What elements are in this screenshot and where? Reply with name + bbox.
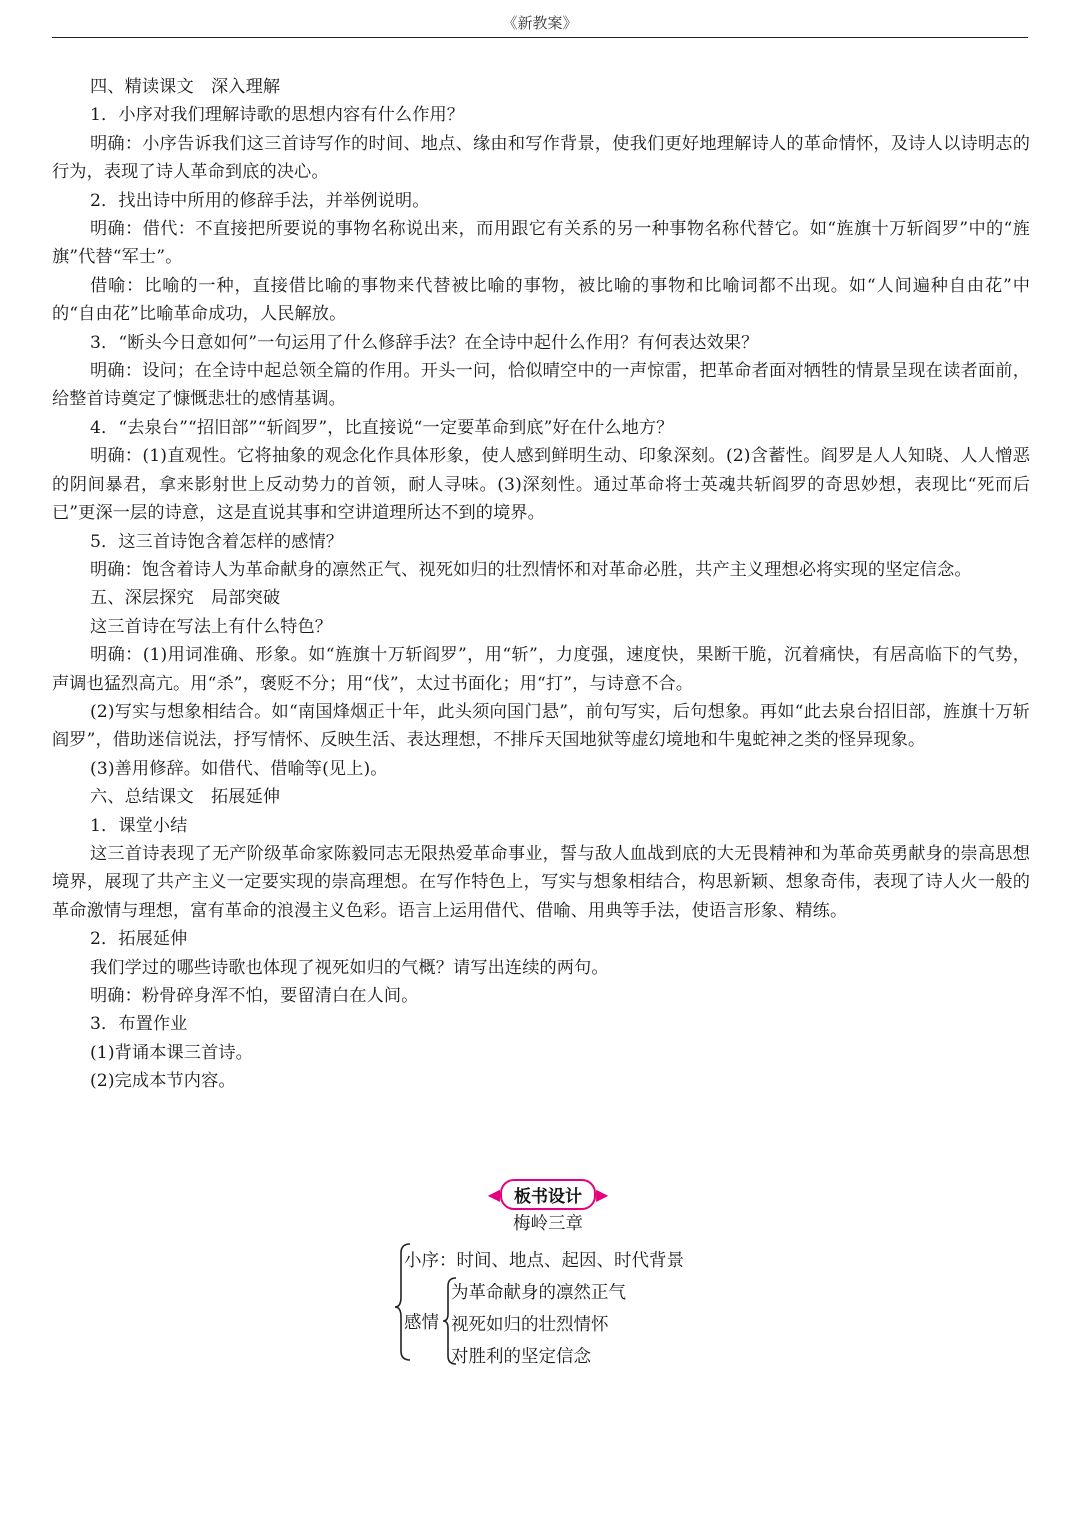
board-design-label: 板书设计 — [500, 1179, 596, 1210]
banner-left-arrow-icon: ◀ — [487, 1184, 500, 1204]
section-5-answer-3: (3)善用修辞。如借代、借喻等(见上)。 — [90, 758, 388, 779]
extension-subheading: 2．拓展延伸 — [90, 929, 188, 950]
board-title: 梅岭三章 — [513, 1214, 583, 1234]
question-3: 3．“断头今日意如何”一句运用了什么修辞手法？在全诗中起什么作用？有何表达效果？ — [90, 332, 759, 353]
question-1: 1．小序对我们理解诗歌的思想内容有什么作用？ — [90, 105, 465, 126]
board-preface: 小序：时间、地点、起因、时代背景 — [404, 1251, 684, 1271]
board-emotion-item-3: 对胜利的坚定信念 — [451, 1347, 591, 1367]
section-5-question: 这三首诗在写法上有什么特色？ — [90, 616, 333, 637]
summary-subheading: 1．课堂小结 — [90, 815, 188, 836]
answer-4: 明确：(1)直观性。它将抽象的观念化作具体形象，使人感到鲜明生动、印象深刻。(2)含蓄性。阎罗是人人知晓、人人憎恶的阴间暴君，拿来影射世上反动势力的首领，耐人寻味。(3)深刻性。通过革命将士英魂共斩阎罗的奇思妙想，表现比“死而后已”更深一层的诗意，这是直说其事和空讲道理所达不到的境界。 — [52, 446, 1030, 524]
banner-right-arrow-icon: ▶ — [596, 1184, 609, 1204]
question-5: 5．这三首诗饱含着怎样的感情？ — [90, 531, 344, 552]
section-5-answer-2: (2)写实与想象相结合。如“南国烽烟正十年，此头须向国门悬”，前句写实，后句想象。再如“此去泉台招旧部，旌旗十万斩阎罗”，借助迷信说法，抒写情怀、反映生活、表达理想，不排斥天国地狱等虚幻境地和牛鬼蛇神之类的怪异现象。 — [52, 701, 1030, 751]
answer-3: 明确：设问；在全诗中起总领全篇的作用。开头一问，恰似晴空中的一声惊雷，把革命者面对牺牲的情景呈现在读者面前，给整首诗奠定了慷慨悲壮的感情基调。 — [52, 361, 1030, 410]
extension-answer: 明确：粉骨碎身浑不怕，要留清白在人间。 — [90, 986, 419, 1006]
question-4: 4．“去泉台”“招旧部”“斩阎罗”，比直接说“一定要革命到底”好在什么地方？ — [90, 417, 674, 438]
section-5-heading: 五、深层探究 局部突破 — [90, 588, 281, 609]
section-5-answer-1: 明确：(1)用词准确、形象。如“旌旗十万斩阎罗”，用“斩”，力度强，速度快，果断干脆，沉着痛快，有居高临下的气势，声调也猛烈高亢。用“杀”，褒贬不分；用“伐”，太过书面化；用“打”，与诗意不合。 — [52, 645, 1030, 694]
homework-item-2: (2)完成本节内容。 — [90, 1071, 236, 1092]
homework-item-1: (1)背诵本课三首诗。 — [90, 1042, 253, 1063]
board-emotion-label: 感情 — [404, 1313, 439, 1333]
section-4-heading: 四、精读课文 深入理解 — [90, 77, 281, 97]
page-header: 《新教案》 — [502, 14, 578, 32]
answer-1: 明确：小序告诉我们这三首诗写作的时间、地点、缘由和写作背景，使我们更好地理解诗人的革命情怀，及诗人以诗明志的行为，表现了诗人革命到底的决心。 — [52, 133, 1030, 183]
extension-question: 我们学过的哪些诗歌也体现了视死如归的气概？请写出连续的两句。 — [90, 957, 609, 978]
board-emotion-item-1: 为革命献身的凛然正气 — [451, 1283, 626, 1303]
section-6-heading: 六、总结课文 拓展延伸 — [90, 787, 281, 808]
answer-5: 明确：饱含着诗人为革命献身的凛然正气、视死如归的壮烈情怀和对革命必胜，共产主义理想必将实现的坚定信念。 — [90, 559, 972, 580]
question-2: 2．找出诗中所用的修辞手法，并举例说明。 — [90, 190, 430, 211]
board-emotion-item-2: 视死如归的壮烈情怀 — [451, 1315, 609, 1335]
answer-2-metonymy: 明确：借代：不直接把所要说的事物名称说出来，而用跟它有关系的另一种事物名称代替它。如“旌旗十万斩阎罗”中的“旌旗”代替“军士”。 — [52, 219, 1030, 268]
homework-subheading: 3．布置作业 — [90, 1014, 188, 1035]
summary-text: 这三首诗表现了无产阶级革命家陈毅同志无限热爱革命事业，誓与敌人血战到底的大无畏精神和为革命英勇献身的崇高思想境界，展现了共产主义一定要实现的崇高理想。在写作特色上，写实与想象相结合，构思新颖、想象奇伟，表现了诗人火一般的革命激情与理想，富有革命的浪漫主义色彩。语言上运用借代、借喻、用典等手法，使语言形象、精练。 — [52, 843, 1030, 921]
answer-2-metaphor: 借喻：比喻的一种，直接借比喻的事物来代替被比喻的事物，被比喻的事物和比喻词都不出现。如“人间遍种自由花”中的“自由花”比喻革命成功，人民解放。 — [52, 275, 1030, 325]
